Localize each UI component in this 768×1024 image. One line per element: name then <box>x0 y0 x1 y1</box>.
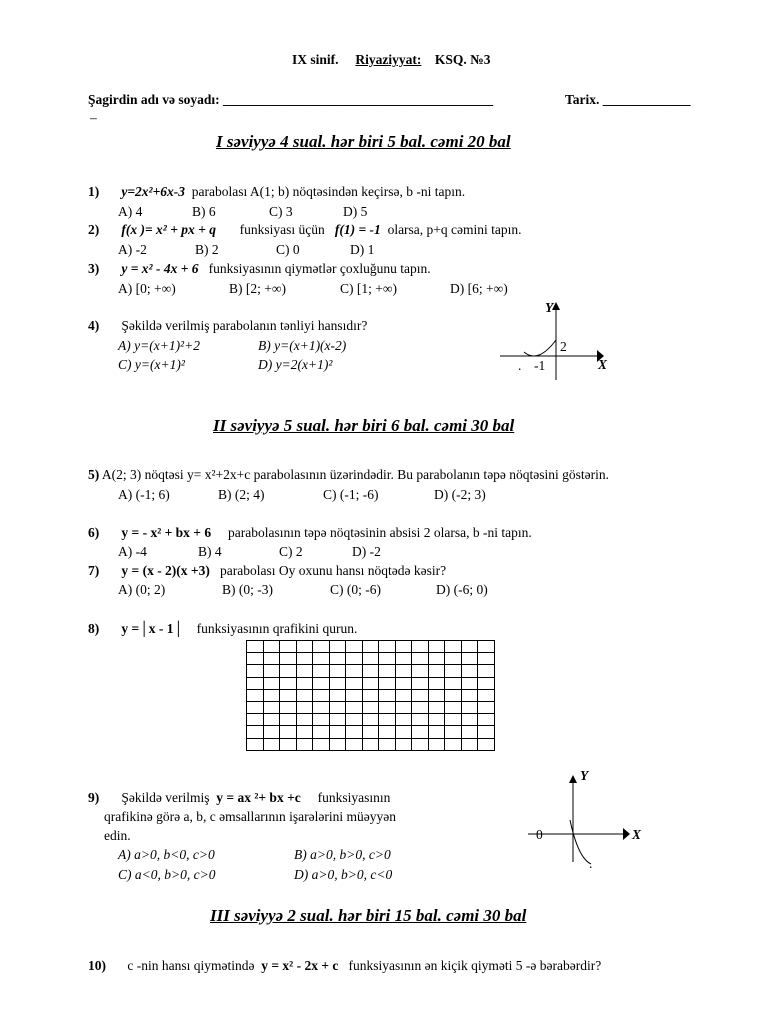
grid-cell[interactable] <box>478 653 495 665</box>
grid-cell[interactable] <box>379 677 396 689</box>
grid-cell[interactable] <box>478 689 495 701</box>
grid-cell[interactable] <box>346 665 363 677</box>
grid-cell[interactable] <box>362 653 379 665</box>
grid-cell[interactable] <box>346 653 363 665</box>
question-9-line3: edin. <box>104 828 131 843</box>
grid-cell[interactable] <box>395 641 412 653</box>
grid-cell[interactable] <box>445 738 462 750</box>
grid-cell[interactable] <box>313 726 330 738</box>
grid-cell[interactable] <box>395 665 412 677</box>
grid-cell[interactable] <box>263 665 280 677</box>
grid-cell[interactable] <box>329 653 346 665</box>
grid-cell[interactable] <box>296 738 313 750</box>
grid-cell[interactable] <box>445 689 462 701</box>
grid-cell[interactable] <box>263 701 280 713</box>
grid-cell[interactable] <box>379 665 396 677</box>
grid-cell[interactable] <box>461 665 478 677</box>
answer-grid[interactable] <box>246 640 495 751</box>
grid-cell[interactable] <box>263 641 280 653</box>
question-1-options: A) 4 B) 6 C) 3 D) 5 <box>118 204 368 219</box>
grid-cell[interactable] <box>461 726 478 738</box>
grid-cell[interactable] <box>412 726 429 738</box>
grid-row <box>247 738 495 750</box>
grid-cell[interactable] <box>412 653 429 665</box>
question-3: 3) y = x² - 4x + 6 funksiyasının qiymətlər çoxluğunu tapın. <box>88 261 431 276</box>
grid-cell[interactable] <box>428 641 445 653</box>
grid-row <box>247 689 495 701</box>
grid-cell[interactable] <box>313 641 330 653</box>
question-8: 8) y =│x - 1│ funksiyasının qrafikini qurun. <box>88 621 358 636</box>
q4-tick-y: 2 <box>560 339 567 354</box>
grid-cell[interactable] <box>346 714 363 726</box>
grid-cell[interactable] <box>379 641 396 653</box>
grid-cell[interactable] <box>478 738 495 750</box>
question-2: 2) f(x )= x² + px + q funksiyası üçün f(1) = -1 olarsa, p+q cəmini tapın. <box>88 222 522 237</box>
question-9-options-row1: A) a>0, b<0, c>0 B) a>0, b>0, c>0 <box>118 847 391 862</box>
grid-cell[interactable] <box>379 701 396 713</box>
grid-row <box>247 701 495 713</box>
q4-y-label: Y <box>545 300 554 315</box>
grid-cell[interactable] <box>247 677 264 689</box>
grid-cell[interactable] <box>379 714 396 726</box>
grid-cell[interactable] <box>280 726 297 738</box>
q4-dot: . <box>518 358 522 373</box>
grid-cell[interactable] <box>263 653 280 665</box>
grid-cell[interactable] <box>461 653 478 665</box>
grid-cell[interactable] <box>313 701 330 713</box>
grid-cell[interactable] <box>478 641 495 653</box>
grid-cell[interactable] <box>461 689 478 701</box>
grid-cell[interactable] <box>362 677 379 689</box>
grid-cell[interactable] <box>296 677 313 689</box>
grid-cell[interactable] <box>362 701 379 713</box>
grid-cell[interactable] <box>478 677 495 689</box>
grid-row <box>247 665 495 677</box>
grid-cell[interactable] <box>412 641 429 653</box>
grid-cell[interactable] <box>313 689 330 701</box>
grid-cell[interactable] <box>313 714 330 726</box>
question-7-options: A) (0; 2) B) (0; -3) C) (0; -6) D) (-6; 0) <box>118 582 488 597</box>
grid-cell[interactable] <box>296 714 313 726</box>
q9-x-label: X <box>632 827 642 842</box>
student-name-line: Şagirdin adı və soyadı: ________________________________________ <box>88 92 494 107</box>
grid-cell[interactable] <box>313 738 330 750</box>
question-6-options: A) -4 B) 4 C) 2 D) -2 <box>118 544 381 559</box>
grid-cell[interactable] <box>412 701 429 713</box>
grid-cell[interactable] <box>379 653 396 665</box>
grid-cell[interactable] <box>346 641 363 653</box>
grid-cell[interactable] <box>329 714 346 726</box>
q4-tick-x: -1 <box>534 358 546 373</box>
header-dash: – <box>90 110 97 125</box>
grid-cell[interactable] <box>445 701 462 713</box>
grid-cell[interactable] <box>379 689 396 701</box>
grid-cell[interactable] <box>263 726 280 738</box>
question-2-options: A) -2 B) 2 C) 0 D) 1 <box>118 242 375 257</box>
grid-cell[interactable] <box>247 701 264 713</box>
grid-cell[interactable] <box>280 701 297 713</box>
question-3-options: A) [0; +∞) B) [2; +∞) C) [1; +∞) D) [6; +∞) <box>118 281 508 296</box>
grid-cell[interactable] <box>428 714 445 726</box>
date-line: Tarix. _____________ <box>565 92 691 107</box>
grid-cell[interactable] <box>329 665 346 677</box>
grid-cell[interactable] <box>428 738 445 750</box>
grid-cell[interactable] <box>247 641 264 653</box>
grid-cell[interactable] <box>346 738 363 750</box>
grid-cell[interactable] <box>296 726 313 738</box>
grid-cell[interactable] <box>329 641 346 653</box>
grid-cell[interactable] <box>445 714 462 726</box>
grid-cell[interactable] <box>296 641 313 653</box>
grid-cell[interactable] <box>329 689 346 701</box>
grid-cell[interactable] <box>379 726 396 738</box>
grid-cell[interactable] <box>247 714 264 726</box>
grid-cell[interactable] <box>412 677 429 689</box>
grid-cell[interactable] <box>445 665 462 677</box>
question-9-graph <box>526 770 646 870</box>
grade-label: IX sinif. <box>292 52 339 67</box>
grid-cell[interactable] <box>395 653 412 665</box>
grid-cell[interactable] <box>280 689 297 701</box>
question-7: 7) y = (x - 2)(x +3) parabolası Oy oxunu hansı nöqtədə kəsir? <box>88 563 447 578</box>
grid-cell[interactable] <box>428 701 445 713</box>
question-10: 10) c -nin hansı qiymətində y = x² - 2x + c funksiyasının ən kiçik qiyməti 5 -ə bərabərdir? <box>88 958 602 973</box>
grid-cell[interactable] <box>280 665 297 677</box>
grid-cell[interactable] <box>412 738 429 750</box>
grid-cell[interactable] <box>362 689 379 701</box>
grid-cell[interactable] <box>263 714 280 726</box>
grid-cell[interactable] <box>280 714 297 726</box>
grid-cell[interactable] <box>362 726 379 738</box>
question-4: 4) Şəkildə verilmiş parabolanın tənliyi hansıdır? <box>88 318 368 333</box>
q9-origin: 0 <box>536 827 543 842</box>
level-1-title: I səviyyə 4 sual. hər biri 5 bal. cəmi 20 bal <box>216 132 511 151</box>
grid-cell[interactable] <box>346 677 363 689</box>
grid-row <box>247 677 495 689</box>
grid-cell[interactable] <box>461 738 478 750</box>
grid-cell[interactable] <box>478 714 495 726</box>
question-1: 1) y=2x²+6x-3 parabolası A(1; b) nöqtəsindən keçirsə, b -ni tapın. <box>88 184 466 199</box>
grid-cell[interactable] <box>379 738 396 750</box>
grid-cell[interactable] <box>362 641 379 653</box>
question-9-line2: qrafikinə görə a, b, c əmsallarının işarələrini müəyyən <box>104 809 397 824</box>
grid-cell[interactable] <box>263 677 280 689</box>
grid-cell[interactable] <box>461 701 478 713</box>
question-5: 5) A(2; 3) nöqtəsi y= x²+2x+c parabolasının üzərindədir. Bu parabolanın təpə nöqtəsini göstərin. <box>88 467 610 482</box>
grid-cell[interactable] <box>280 738 297 750</box>
question-6: 6) y = - x² + bx + 6 parabolasının təpə nöqtəsinin absisi 2 olarsa, b -ni tapın. <box>88 525 532 540</box>
grid-row <box>247 726 495 738</box>
grid-cell[interactable] <box>313 677 330 689</box>
grid-cell[interactable] <box>362 665 379 677</box>
grid-cell[interactable] <box>412 665 429 677</box>
subject-label: Riyaziyyat: <box>355 52 422 67</box>
grid-cell[interactable] <box>346 701 363 713</box>
question-5-options: A) (-1; 6) B) (2; 4) C) (-1; -6) D) (-2; 3) <box>118 487 486 502</box>
grid-cell[interactable] <box>478 726 495 738</box>
grid-cell[interactable] <box>445 641 462 653</box>
grid-cell[interactable] <box>280 677 297 689</box>
grid-cell[interactable] <box>428 665 445 677</box>
grid-cell[interactable] <box>428 677 445 689</box>
grid-cell[interactable] <box>412 714 429 726</box>
grid-cell[interactable] <box>412 689 429 701</box>
grid-cell[interactable] <box>445 677 462 689</box>
grid-cell[interactable] <box>395 738 412 750</box>
question-4-options-row2: C) y=(x+1)² D) y=2(x+1)² <box>118 357 333 372</box>
grid-cell[interactable] <box>313 653 330 665</box>
grid-cell[interactable] <box>428 726 445 738</box>
grid-cell[interactable] <box>280 641 297 653</box>
grid-cell[interactable] <box>296 653 313 665</box>
grid-row <box>247 714 495 726</box>
grid-cell[interactable] <box>395 714 412 726</box>
grid-cell[interactable] <box>346 689 363 701</box>
grid-row <box>247 641 495 653</box>
grid-cell[interactable] <box>461 641 478 653</box>
grid-cell[interactable] <box>395 701 412 713</box>
grid-cell[interactable] <box>247 665 264 677</box>
level-2-title: II səviyyə 5 sual. hər biri 6 bal. cəmi 30 bal <box>213 416 515 435</box>
grid-cell[interactable] <box>296 665 313 677</box>
grid-cell[interactable] <box>395 726 412 738</box>
grid-cell[interactable] <box>296 701 313 713</box>
grid-cell[interactable] <box>247 738 264 750</box>
grid-cell[interactable] <box>263 689 280 701</box>
level-3-title: III səviyyə 2 sual. hər biri 15 bal. cəmi 30 bal <box>210 906 527 925</box>
grid-cell[interactable] <box>296 689 313 701</box>
question-4-options-row1: A) y=(x+1)²+2 B) y=(x+1)(x-2) <box>118 338 347 353</box>
grid-cell[interactable] <box>263 738 280 750</box>
grid-cell[interactable] <box>329 701 346 713</box>
grid-row <box>247 653 495 665</box>
q4-x-label: X <box>598 357 608 372</box>
grid-cell[interactable] <box>478 665 495 677</box>
grid-cell[interactable] <box>247 726 264 738</box>
question-9-line1: 9) Şəkildə verilmiş y = ax ²+ bx +c funksiyasının <box>88 790 391 805</box>
q9-dot: . <box>589 856 593 871</box>
grid-cell[interactable] <box>362 714 379 726</box>
grid-cell[interactable] <box>280 653 297 665</box>
question-9-options-row2: C) a<0, b>0, c>0 D) a>0, b>0, c<0 <box>118 867 393 882</box>
grid-cell[interactable] <box>313 665 330 677</box>
grid-cell[interactable] <box>445 653 462 665</box>
grid-cell[interactable] <box>247 653 264 665</box>
grid-cell[interactable] <box>247 689 264 701</box>
grid-cell[interactable] <box>395 677 412 689</box>
test-label: KSQ. №3 <box>434 52 491 67</box>
grid-cell[interactable] <box>329 677 346 689</box>
grid-cell[interactable] <box>428 689 445 701</box>
grid-cell[interactable] <box>461 677 478 689</box>
grid-cell[interactable] <box>362 738 379 750</box>
grid-cell[interactable] <box>428 653 445 665</box>
q9-y-label: Y <box>580 768 589 783</box>
grid-cell[interactable] <box>478 701 495 713</box>
grid-cell[interactable] <box>346 726 363 738</box>
grid-cell[interactable] <box>329 738 346 750</box>
grid-cell[interactable] <box>329 726 346 738</box>
grid-cell[interactable] <box>395 689 412 701</box>
grid-cell[interactable] <box>445 726 462 738</box>
grid-cell[interactable] <box>461 714 478 726</box>
